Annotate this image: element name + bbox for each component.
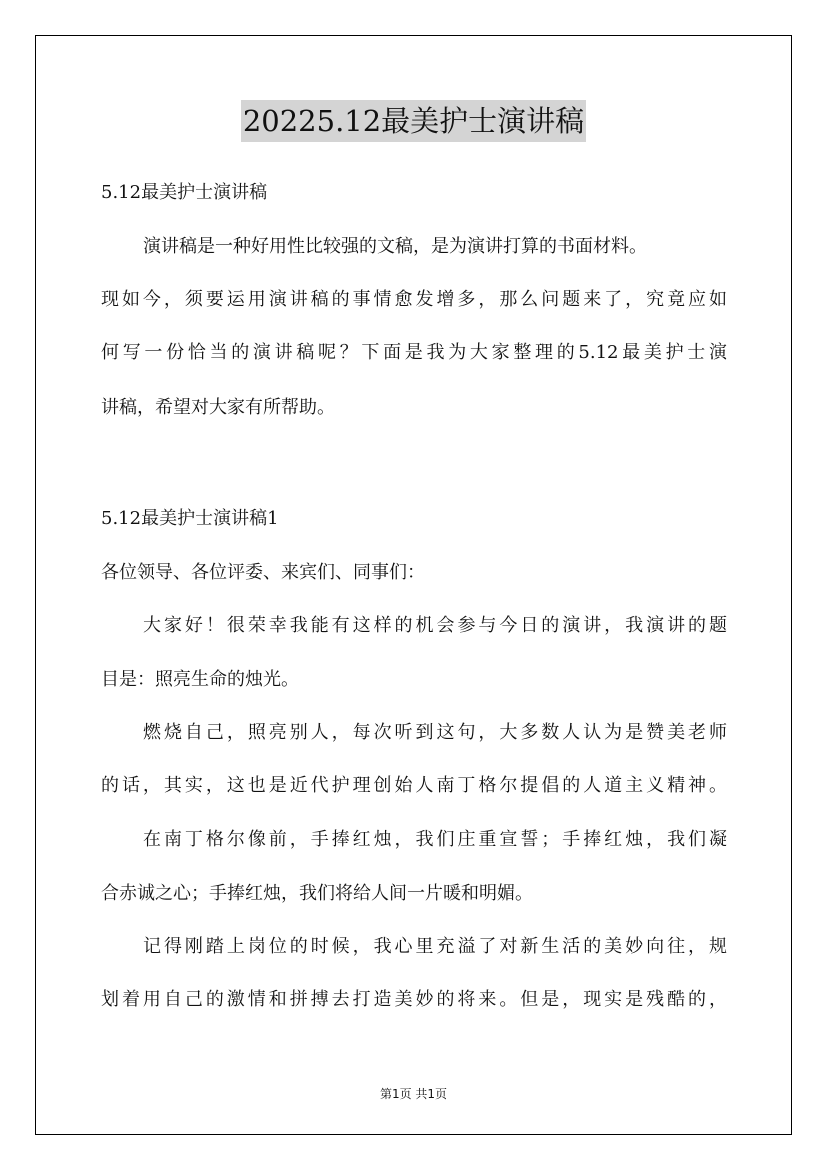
paragraph-line: 合赤诚之心；手捧红烛，我们将给人间一片暖和明媚。 — [101, 883, 533, 904]
document-title: 20225.12最美护士演讲稿 — [241, 100, 586, 142]
salutation-line: 各位领导、各位评委、来宾们、同事们： — [101, 562, 425, 583]
paragraph-line: 讲稿，希望对大家有所帮助。 — [101, 397, 335, 418]
title-container — [0, 100, 827, 142]
page-footer: 第1页 共1页 — [379, 1087, 448, 1101]
section-heading: 5.12最美护士演讲稿 — [101, 182, 268, 203]
paragraph-line: 现如今，须要运用演讲稿的事情愈发增多，那么问题来了，究竟应如 — [101, 289, 727, 310]
paragraph-line: 目是：照亮生命的烛光。 — [101, 669, 299, 690]
paragraph-line: 记得刚踏上岗位的时候，我心里充溢了对新生活的美妙向往，规 — [143, 936, 727, 957]
paragraph-line: 的话，其实，这也是近代护理创始人南丁格尔提倡的人道主义精神。 — [101, 775, 727, 796]
paragraph-line: 划着用自己的激情和拼搏去打造美妙的将来。但是，现实是残酷的， — [101, 989, 727, 1010]
paragraph-line: 燃烧自己，照亮别人，每次听到这句，大多数人认为是赞美老师 — [143, 722, 727, 743]
paragraph-line: 大家好！很荣幸我能有这样的机会参与今日的演讲，我演讲的题 — [143, 615, 727, 636]
section-heading: 5.12最美护士演讲稿1 — [101, 508, 279, 529]
paragraph-line: 在南丁格尔像前，手捧红烛，我们庄重宣誓；手捧红烛，我们凝 — [143, 829, 727, 850]
paragraph-line: 演讲稿是一种好用性比较强的文稿，是为演讲打算的书面材料。 — [143, 236, 647, 257]
paragraph-line: 何写一份恰当的演讲稿呢？下面是我为大家整理的5.12最美护士演 — [101, 342, 727, 363]
